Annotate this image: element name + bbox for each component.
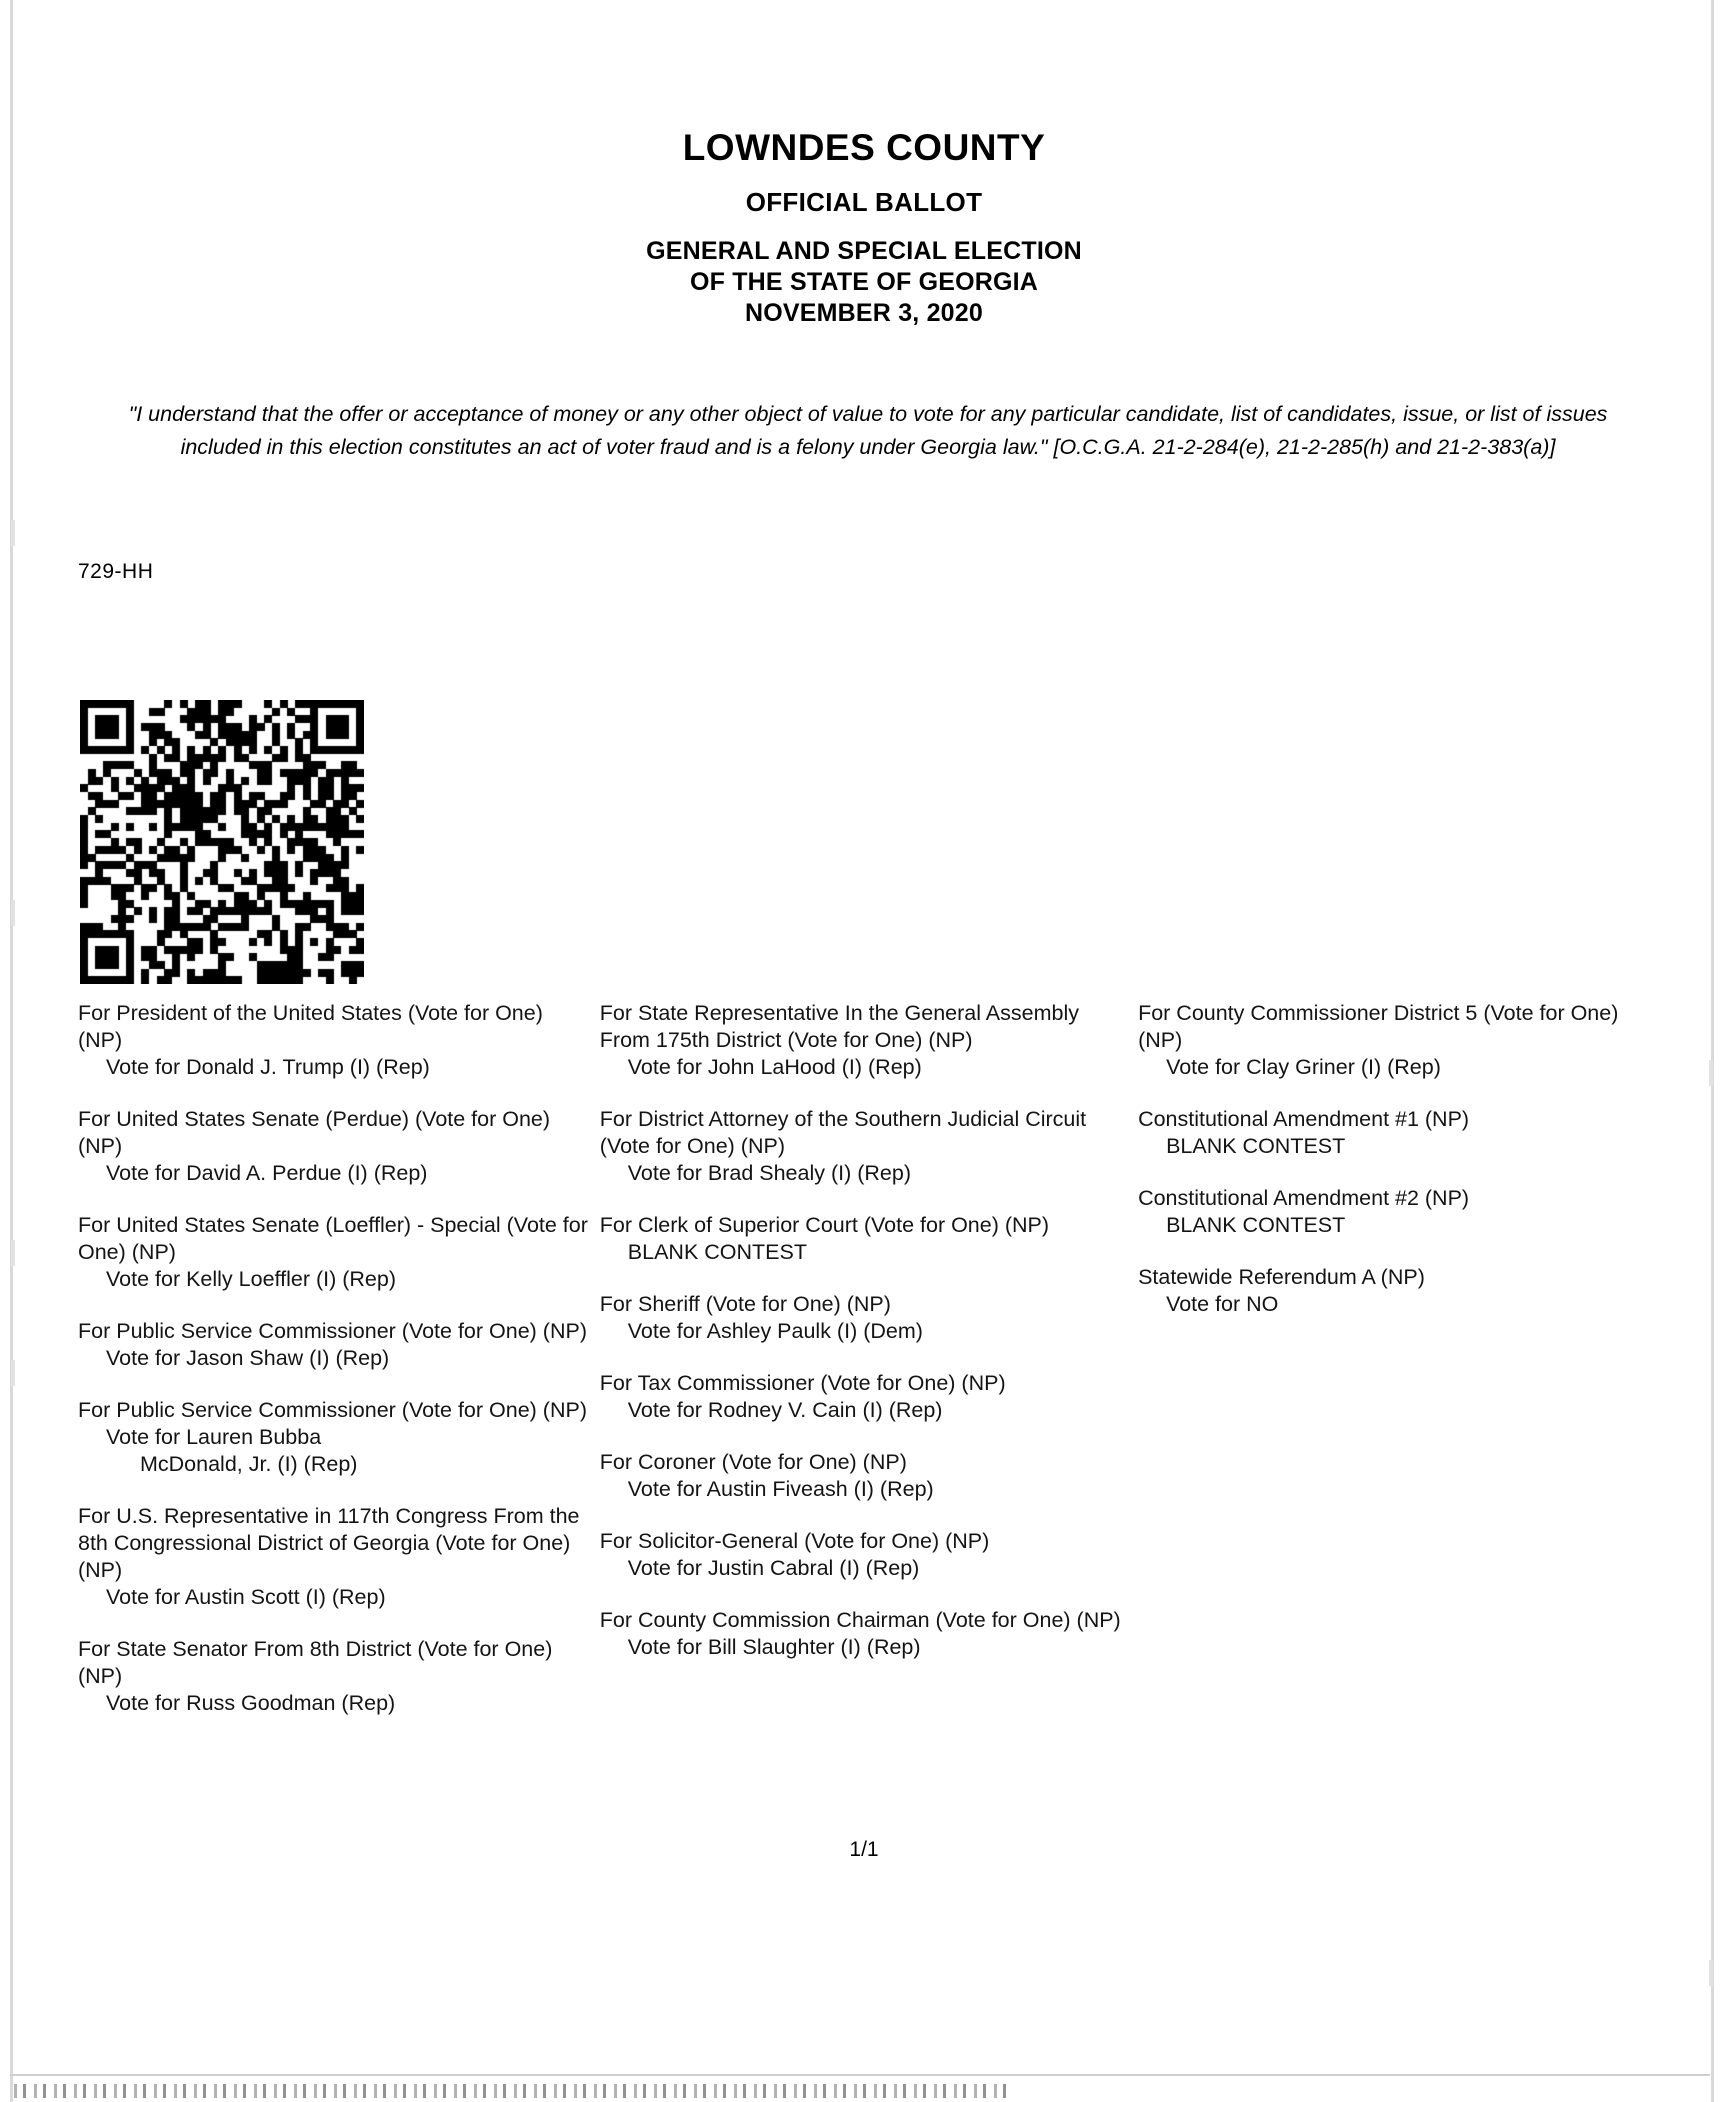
contest-block bbox=[1138, 1185, 1648, 1239]
contest-title: Statewide Referendum A (NP) bbox=[1138, 1265, 1425, 1289]
qr-code-icon bbox=[80, 700, 364, 984]
contest-choice bbox=[600, 1054, 1128, 1081]
contest-choice bbox=[78, 1690, 590, 1717]
contest-choice-text: BLANK CONTEST bbox=[1166, 1134, 1346, 1158]
contest-choice bbox=[600, 1397, 1128, 1424]
contest-title: For Tax Commissioner (Vote for One) (NP) bbox=[599, 1371, 1006, 1395]
contest-title: For Public Service Commissioner (Vote for One) (NP) bbox=[78, 1319, 587, 1343]
contest-block bbox=[600, 1528, 1128, 1582]
contest-title: For Clerk of Superior Court (Vote for One) (NP) bbox=[599, 1213, 1050, 1237]
contest-choice-text: Vote for Ashley Paulk (I) (Dem) bbox=[627, 1319, 923, 1343]
contest-choice-text: BLANK CONTEST bbox=[1166, 1213, 1346, 1237]
contest-choice bbox=[600, 1476, 1128, 1503]
contest-block bbox=[78, 1503, 590, 1611]
contest-choice bbox=[78, 1424, 590, 1478]
contest-column-1 bbox=[78, 1000, 590, 1742]
contest-title: For United States Senate (Perdue) (Vote for One) (NP) bbox=[78, 1107, 551, 1158]
contest-choice-text: Vote for Austin Scott (I) (Rep) bbox=[106, 1585, 386, 1609]
contest-choice-text: Vote for NO bbox=[1166, 1292, 1279, 1316]
contest-block bbox=[78, 1636, 590, 1717]
scan-tick bbox=[1709, 1060, 1713, 1086]
scan-tick bbox=[11, 900, 15, 926]
contest-choice-text: Vote for Austin Fiveash (I) (Rep) bbox=[627, 1477, 934, 1501]
contest-choice bbox=[1138, 1212, 1648, 1239]
scan-edge-bottom bbox=[10, 2074, 1710, 2076]
scan-tick bbox=[11, 520, 15, 546]
contest-block bbox=[1138, 1264, 1648, 1318]
election-line-2: OF THE STATE OF GEORGIA bbox=[689, 268, 1039, 296]
contest-choice-text: Vote for David A. Perdue (I) (Rep) bbox=[106, 1161, 428, 1185]
contest-choice-text: Vote for Jason Shaw (I) (Rep) bbox=[106, 1346, 390, 1370]
scan-tick bbox=[11, 1240, 15, 1266]
contest-title: For United States Senate (Loeffler) - Special (Vote for One) (NP) bbox=[78, 1213, 588, 1264]
contest-block bbox=[600, 1212, 1128, 1266]
contest-block bbox=[600, 1106, 1128, 1187]
contest-choice-text: Vote for Donald J. Trump (I) (Rep) bbox=[106, 1055, 430, 1079]
contest-choice bbox=[78, 1266, 590, 1293]
election-date: NOVEMBER 3, 2020 bbox=[744, 299, 983, 327]
scan-artifact-bottom bbox=[14, 2084, 1014, 2098]
contest-block bbox=[78, 1318, 590, 1372]
contest-choice bbox=[78, 1054, 590, 1081]
contest-column-3 bbox=[1138, 1000, 1648, 1742]
contest-choice-text: Vote for Brad Shealy (I) (Rep) bbox=[627, 1161, 911, 1185]
contest-block bbox=[78, 1000, 590, 1081]
contest-title: For President of the United States (Vote for One) (NP) bbox=[78, 1001, 543, 1052]
contest-choice-text: Vote for Rodney V. Cain (I) (Rep) bbox=[627, 1398, 943, 1422]
contest-block bbox=[78, 1397, 590, 1478]
contest-choice bbox=[600, 1239, 1128, 1266]
scan-tick bbox=[11, 1360, 15, 1386]
contest-choice-text: Vote for Bill Slaughter (I) (Rep) bbox=[627, 1635, 921, 1659]
contest-choice bbox=[600, 1634, 1128, 1661]
contest-choice-text: Vote for Lauren Bubba bbox=[106, 1425, 322, 1449]
ballot-style-id: 729-HH bbox=[78, 560, 154, 583]
contest-choice-text: Vote for John LaHood (I) (Rep) bbox=[627, 1055, 922, 1079]
contest-columns bbox=[78, 1000, 1658, 1742]
contest-block bbox=[600, 1607, 1128, 1661]
contest-choice-text: Vote for Kelly Loeffler (I) (Rep) bbox=[106, 1267, 396, 1291]
official-ballot-label: OFFICIAL BALLOT bbox=[745, 187, 983, 217]
contest-title: For Coroner (Vote for One) (NP) bbox=[599, 1450, 907, 1474]
contest-choice bbox=[78, 1584, 590, 1611]
contest-choice bbox=[600, 1318, 1128, 1345]
contest-block bbox=[78, 1212, 590, 1293]
contest-title: For District Attorney of the Southern Judicial Circuit (Vote for One) (NP) bbox=[599, 1107, 1087, 1158]
contest-title: For Public Service Commissioner (Vote for One) (NP) bbox=[78, 1398, 587, 1422]
contest-choice bbox=[78, 1345, 590, 1372]
page-number: 1/1 bbox=[849, 1838, 879, 1861]
contest-column-2 bbox=[600, 1000, 1128, 1742]
contest-block bbox=[600, 1000, 1128, 1081]
voter-oath-text: "I understand that the offer or acceptance of money or any other object of value to vote for any particular candidate, list of candidates, issue, or list of issues included in this election constitutes an act of voter fraud and is a felony under Georgia law." [O.C.G.A. 21-2-284(e), 21-2-285(h) and 21-2-383(a)] bbox=[128, 402, 1608, 459]
contest-choice-text: BLANK CONTEST bbox=[627, 1240, 807, 1264]
contest-title: For Solicitor-General (Vote for One) (NP) bbox=[599, 1529, 990, 1553]
contest-block bbox=[600, 1291, 1128, 1345]
contest-choice bbox=[1138, 1291, 1648, 1318]
contest-choice bbox=[600, 1160, 1128, 1187]
contest-block bbox=[600, 1370, 1128, 1424]
page-title: LOWNDES COUNTY bbox=[682, 127, 1046, 168]
contest-choice bbox=[600, 1555, 1128, 1582]
contest-title: For U.S. Representative in 117th Congress From the 8th Congressional District of Georgia (Vote for One) (NP) bbox=[78, 1504, 580, 1582]
contest-block bbox=[1138, 1000, 1648, 1081]
contest-title: For State Representative In the General Assembly From 175th District (Vote for One) (NP) bbox=[599, 1001, 1079, 1052]
contest-block bbox=[1138, 1106, 1648, 1160]
contest-choice bbox=[1138, 1054, 1648, 1081]
contest-choice-continuation: McDonald, Jr. (I) (Rep) bbox=[140, 1452, 358, 1476]
contest-title: Constitutional Amendment #1 (NP) bbox=[1138, 1107, 1470, 1131]
contest-title: For State Senator From 8th District (Vote for One) (NP) bbox=[78, 1637, 553, 1688]
contest-title: For County Commission Chairman (Vote for One) (NP) bbox=[599, 1608, 1121, 1632]
contest-title: For Sheriff (Vote for One) (NP) bbox=[599, 1292, 891, 1316]
contest-choice bbox=[1138, 1133, 1648, 1160]
contest-title: Constitutional Amendment #2 (NP) bbox=[1138, 1186, 1470, 1210]
contest-choice-text: Vote for Russ Goodman (Rep) bbox=[106, 1691, 396, 1715]
contest-title: For County Commissioner District 5 (Vote for One) (NP) bbox=[1138, 1001, 1619, 1052]
contest-block bbox=[78, 1106, 590, 1187]
election-line-1: GENERAL AND SPECIAL ELECTION bbox=[646, 237, 1082, 265]
scan-tick bbox=[1709, 1960, 1713, 1986]
contest-choice bbox=[78, 1160, 590, 1187]
contest-choice-text: Vote for Justin Cabral (I) (Rep) bbox=[627, 1556, 920, 1580]
contest-choice-text: Vote for Clay Griner (I) (Rep) bbox=[1166, 1055, 1441, 1079]
ballot-header bbox=[0, 126, 1728, 329]
contest-block bbox=[600, 1449, 1128, 1503]
